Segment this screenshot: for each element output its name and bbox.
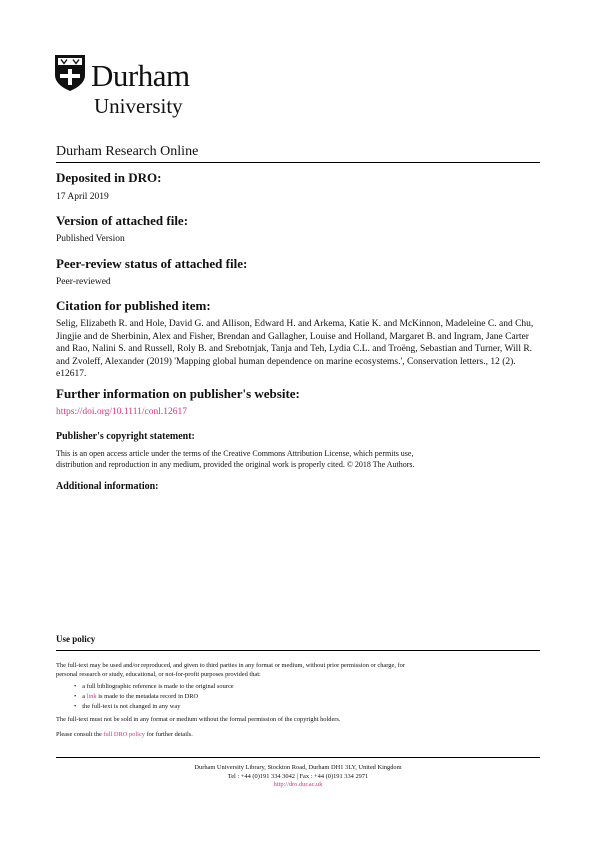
- bullet-2-prefix: a: [82, 693, 87, 700]
- footer-divider: [56, 757, 540, 758]
- citation-text: Selig, Elizabeth R. and Hole, David G. and Allison, Edward H. and Arkema, Katie K. and McKinnon, Madeleine C. and Chu, Jingjie and de Sherbinin, Alex and Fisher, Brendan and Gallagher, Louise and Holland, Margaret B. and Ingram, Jane Carter and Rao, Nalini S. and Russell, Roly B. and Srebotnjak, Tanja and Teh, Lydia C.L. and Troëng, Sebastian and Turner, Will R. and Zvoleff, Alexander (2019) 'Mapping global human dependence on marine ecosystems.', Conservation letters., 12 (2). e12617.: [56, 319, 534, 379]
- copyright-line-2: distribution and reproduction in any medium, provided the original work is properly cited. © 2018 The Authors.: [56, 460, 415, 469]
- bullet-2-suffix: is made to the metadata record in DRO: [96, 693, 199, 700]
- copyright-heading: Publisher's copyright statement:: [56, 431, 195, 442]
- logo-name-text: Durham: [91, 58, 190, 93]
- policy-restriction: The full-text must not be sold in any format or medium without the formal permission of the copyright holders.: [56, 716, 341, 723]
- policy-consult: [56, 731, 540, 740]
- page-title: Durham Research Online: [56, 144, 199, 159]
- additional-heading: Additional information:: [56, 481, 159, 492]
- metadata-link[interactable]: link: [86, 693, 97, 700]
- copyright-line-1: This is an open access article under the terms of the Creative Commons Attribution License, which permits use,: [56, 449, 414, 458]
- use-policy-heading: Use policy: [56, 634, 96, 644]
- header-divider: [56, 162, 540, 163]
- version-heading: Version of attached file:: [56, 213, 189, 228]
- logo-sub-text: University: [94, 94, 183, 118]
- policy-bullet-2: [74, 693, 198, 702]
- footer-url-link[interactable]: http://dro.dur.ac.uk: [273, 781, 323, 788]
- publisher-doi-link[interactable]: https://doi.org/10.1111/conl.12617: [56, 407, 187, 417]
- footer-phone: Tel : +44 (0)191 334 3042 | Fax : +44 (0)191 334 2971: [227, 772, 369, 780]
- dro-policy-link[interactable]: full DRO policy: [103, 731, 145, 738]
- consult-prefix: Please consult the: [56, 731, 104, 738]
- consult-suffix: for further details.: [144, 731, 193, 738]
- durham-crest-icon: [55, 55, 85, 91]
- version-value: Published Version: [56, 234, 125, 244]
- deposited-heading: Deposited in DRO:: [56, 170, 162, 185]
- publisher-heading: Further information on publisher's website:: [56, 386, 300, 401]
- peer-review-value: Peer-reviewed: [56, 277, 111, 287]
- policy-bullet-1: • a full bibliographic reference is made to the original source: [74, 683, 234, 692]
- policy-intro-line-2: personal research or study, educational, or not-for-profit purposes provided that:: [56, 670, 261, 678]
- policy-divider: [56, 650, 540, 651]
- citation-heading: Citation for published item:: [56, 298, 211, 313]
- footer-address: Durham University Library, Stockton Road, Durham DH1 3LY, United Kingdom: [194, 764, 402, 771]
- policy-intro-line-1: The full-text may be used and/or reproduced, and given to third parties in any format or medium, without prior permission or charge, for: [56, 662, 405, 669]
- peer-review-heading: Peer-review status of attached file:: [56, 256, 248, 271]
- policy-bullet-3: • the full-text is not changed in any way: [74, 703, 180, 712]
- deposited-value: 17 April 2019: [56, 192, 109, 202]
- durham-university-logo: [55, 52, 205, 122]
